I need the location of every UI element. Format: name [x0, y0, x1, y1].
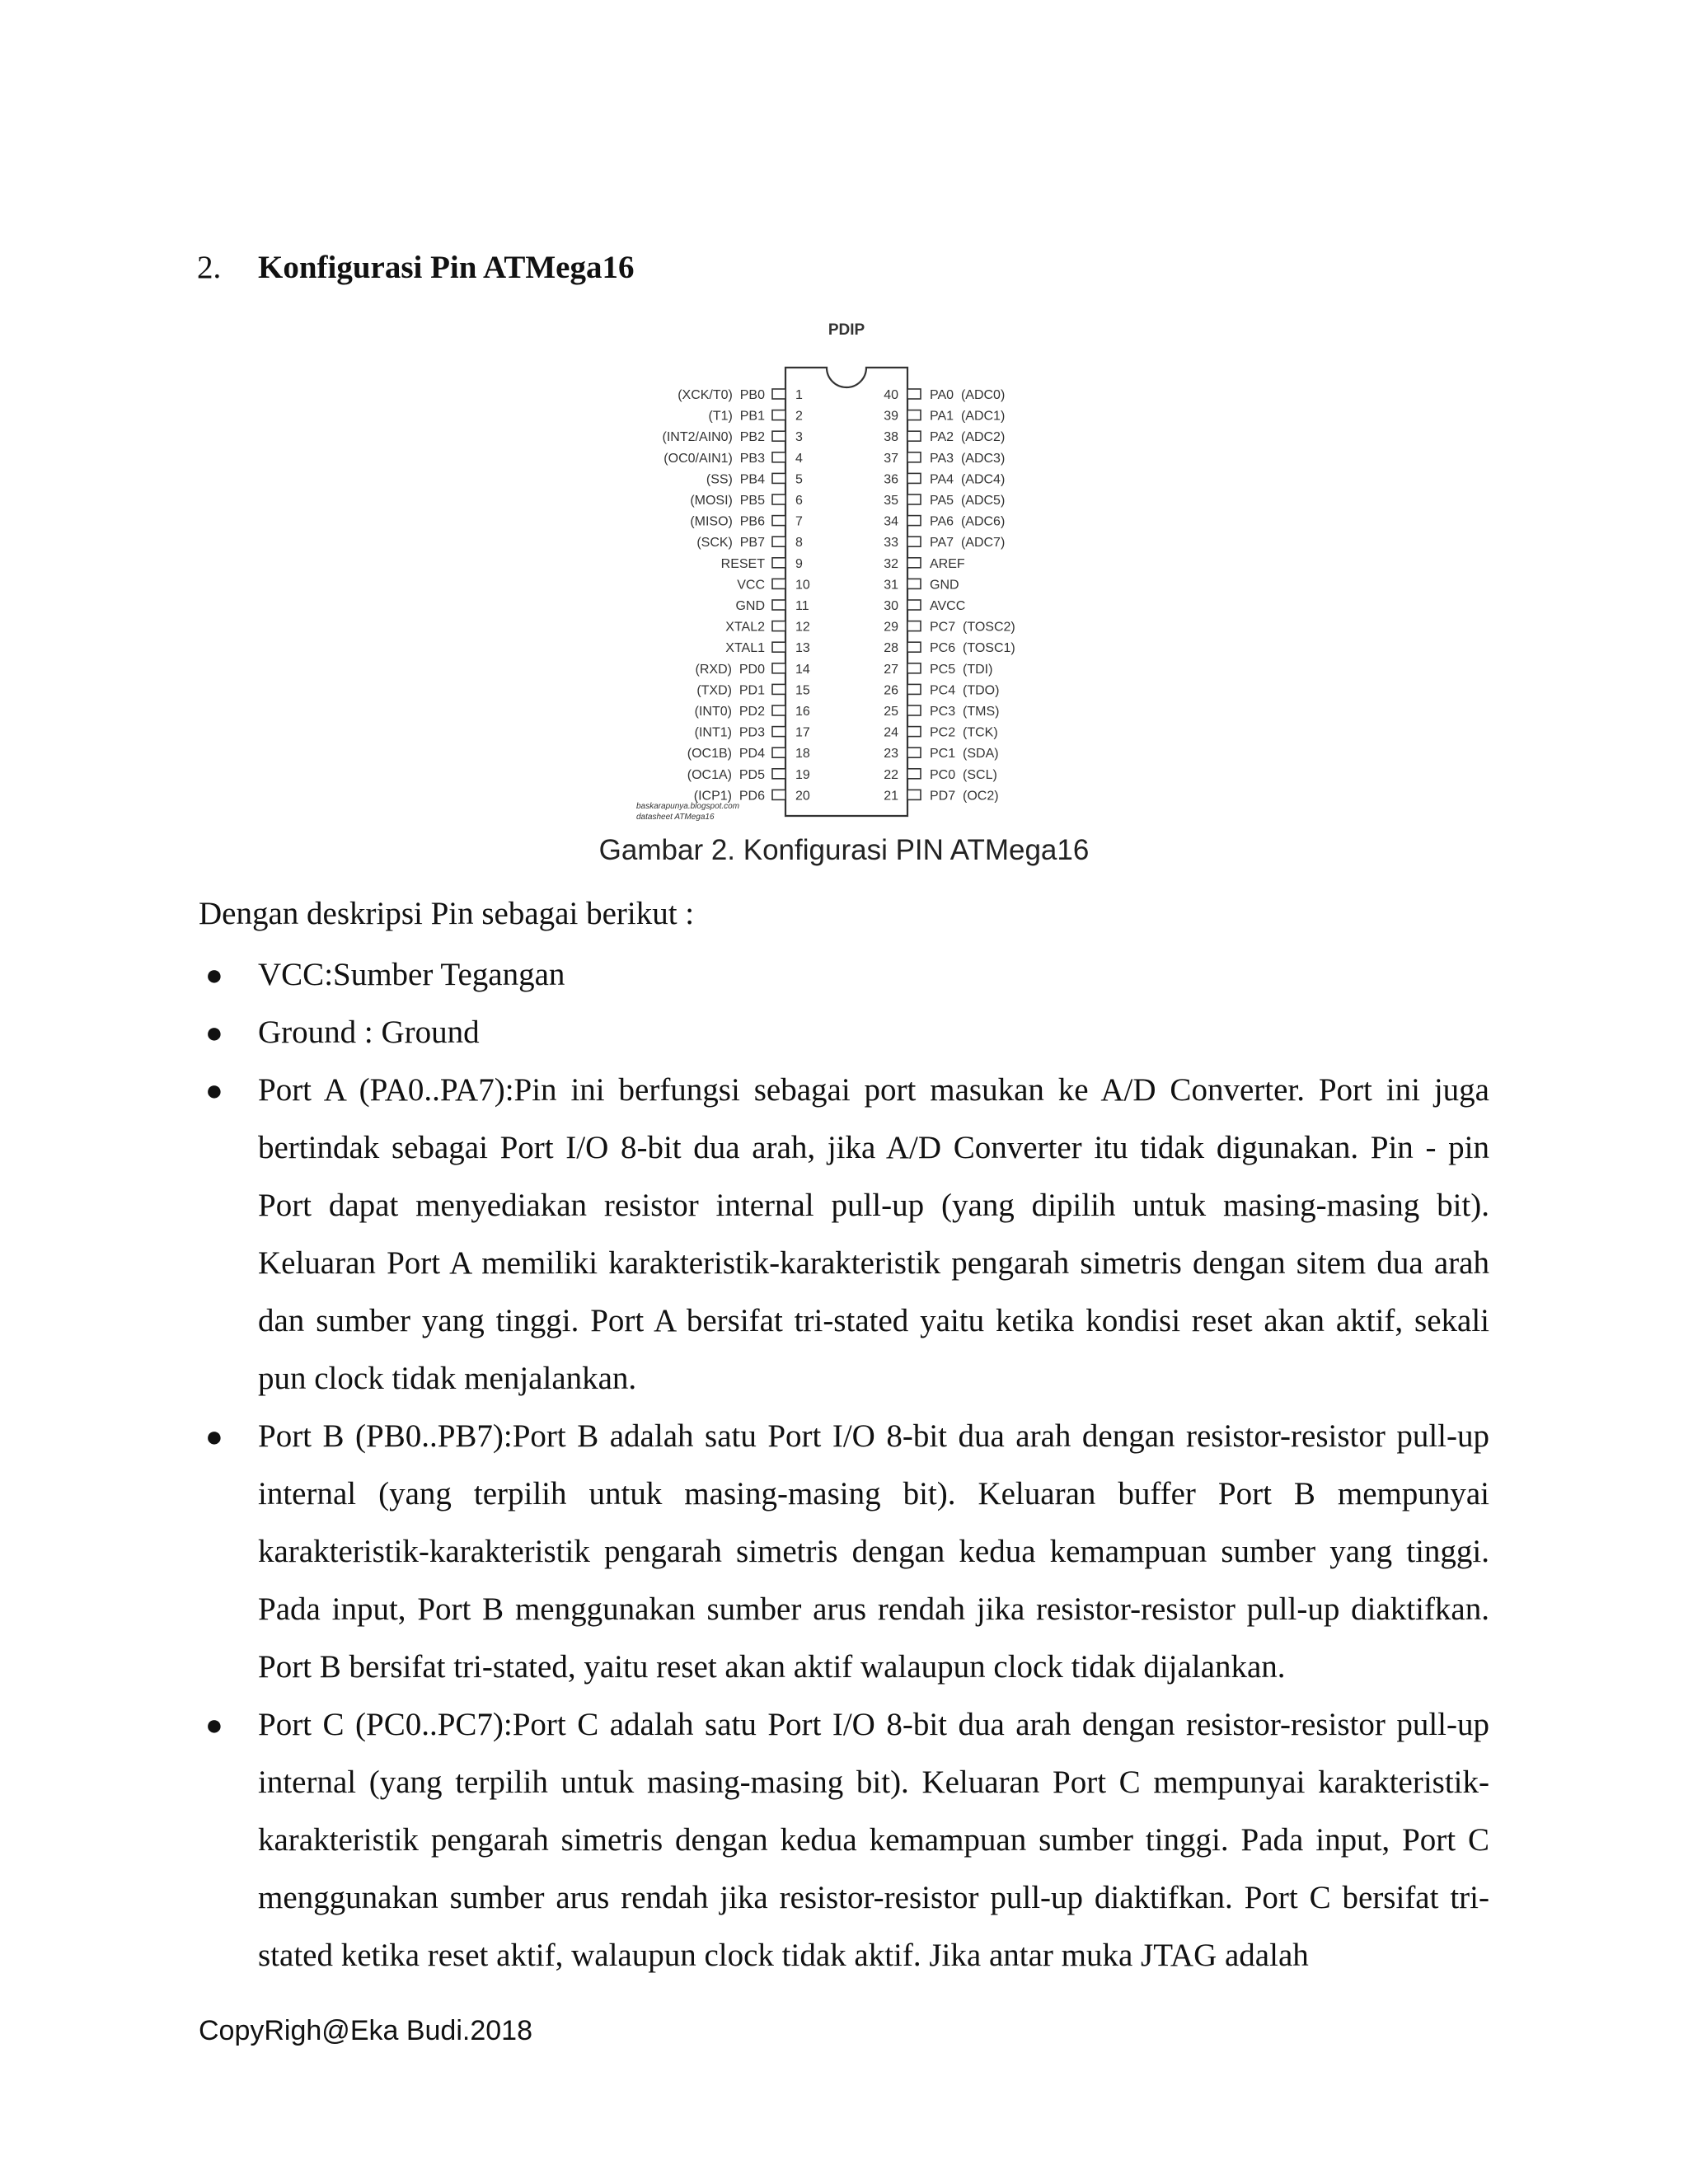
pin-number: 5	[795, 472, 803, 487]
list-item-text: VCC:Sumber Tegangan	[258, 957, 565, 992]
pin-number: 23	[884, 747, 898, 762]
pin-stub	[772, 410, 785, 420]
pin-label: PA7 (ADC7)	[930, 536, 1006, 551]
pin-number: 18	[795, 747, 810, 762]
pin-stub	[907, 452, 921, 462]
pin-number: 25	[884, 705, 898, 719]
pin-number: 14	[795, 662, 810, 677]
pin-number: 20	[795, 789, 810, 804]
pin-number: 1	[795, 388, 803, 402]
pin-stub	[772, 790, 785, 799]
pin-stub	[772, 748, 785, 757]
pinout-figure	[626, 315, 1055, 834]
pin-stub	[907, 705, 921, 715]
pin-stub	[772, 705, 785, 715]
pin-stub	[907, 748, 921, 757]
pin-label: PC2 (TCK)	[930, 725, 998, 740]
pin-stub	[907, 579, 921, 588]
pin-label: GND	[930, 578, 959, 593]
pin-stub	[772, 642, 785, 652]
pin-number: 10	[795, 578, 810, 593]
pin-number: 12	[795, 620, 810, 635]
pin-label: PA4 (ADC4)	[930, 472, 1006, 487]
bullet-icon: ●	[205, 1016, 223, 1049]
right-pin-group	[884, 388, 1015, 803]
list-item-text: Port C (PC0..PC7):Port C adalah satu Port I/O 8-bit dua arah dengan resistor-resistor pull-up internal (yang terpilih untuk masing-masing bit). Keluaran Port C mempunyai karakteristik-karakteristik pengarah simetris dengan kedua kemampuan sumber tinggi. Pada input, Port C menggunakan sumber arus rendah jika resistor-resistor pull-up diaktifkan. Port C bersifat tri-stated ketika reset aktif, walaupun clock tidak aktif. Jika antar muka JTAG adalah	[258, 1707, 1489, 1973]
pin-number: 31	[884, 578, 898, 593]
pin-stub	[772, 452, 785, 462]
pin-number: 38	[884, 430, 898, 445]
pin-stub	[907, 558, 921, 568]
watermark-url: baskarapunya.blogspot.com	[636, 802, 740, 811]
pin-number: 15	[795, 683, 810, 698]
pin-label: (XCK/T0) PB0	[678, 388, 765, 402]
pin-number: 7	[795, 514, 803, 529]
pin-number: 6	[795, 494, 803, 508]
pinout-diagram	[626, 315, 1055, 834]
pin-stub	[772, 516, 785, 526]
pin-stub	[907, 727, 921, 737]
watermark-datasheet: datasheet ATMega16	[636, 813, 715, 822]
pin-label: (OC1B) PD4	[687, 747, 765, 762]
pin-label: AREF	[930, 556, 965, 571]
pin-label: PA2 (ADC2)	[930, 430, 1006, 445]
list-item-text: Port B (PB0..PB7):Port B adalah satu Port I/O 8-bit dua arah dengan resistor-resistor pull-up internal (yang terpilih untuk masing-masing bit). Keluaran buffer Port B mempunyai karakteristik-karakteristik pengarah simetris dengan kedua kemampuan sumber yang tinggi. Pada input, Port B menggunakan sumber arus rendah jika resistor-resistor pull-up diaktifkan. Port B bersifat tri-stated, yaitu reset akan aktif walaupun clock tidak dijalankan.	[258, 1418, 1489, 1685]
list-item	[199, 946, 1489, 1004]
pin-stub	[772, 579, 785, 588]
pin-number: 28	[884, 641, 898, 656]
pin-stub	[772, 431, 785, 441]
pin-number: 35	[884, 494, 898, 508]
pin-label: GND	[735, 599, 765, 613]
pin-stub	[907, 473, 921, 483]
section-heading	[197, 249, 634, 286]
pin-stub	[772, 727, 785, 737]
pin-label: PD7 (OC2)	[930, 789, 999, 804]
pin-stub	[772, 494, 785, 504]
package-label: PDIP	[828, 321, 865, 339]
pin-label: (MOSI) PB5	[690, 494, 765, 508]
section-title: Konfigurasi Pin ATMega16	[258, 250, 635, 285]
bullet-icon: ●	[205, 1074, 223, 1107]
pin-stub	[772, 600, 785, 610]
pin-stub	[772, 663, 785, 673]
pin-stub	[907, 769, 921, 779]
pin-label: (SCK) PB7	[696, 536, 765, 551]
pin-label: (INT1) PD3	[694, 725, 765, 740]
pin-stub	[772, 473, 785, 483]
pin-label: (TXD) PD1	[696, 683, 765, 698]
pin-stub	[772, 558, 785, 568]
pin-stub	[907, 431, 921, 441]
pin-description-list	[199, 946, 1489, 1985]
pin-number: 29	[884, 620, 898, 635]
pin-label: PA5 (ADC5)	[930, 494, 1006, 508]
pin-label: PA0 (ADC0)	[930, 388, 1006, 402]
pin-label: (OC1A) PD5	[687, 767, 765, 782]
pin-label: PC6 (TOSC1)	[930, 641, 1015, 656]
pin-label: PA6 (ADC6)	[930, 514, 1006, 529]
pin-label: PA3 (ADC3)	[930, 451, 1006, 466]
pin-stub	[772, 769, 785, 779]
pin-stub	[772, 684, 785, 694]
pin-number: 32	[884, 556, 898, 571]
pin-number: 21	[884, 789, 898, 804]
pin-number: 30	[884, 599, 898, 613]
pin-number: 27	[884, 662, 898, 677]
pin-label: PC5 (TDI)	[930, 662, 993, 677]
pin-number: 34	[884, 514, 898, 529]
pin-number: 26	[884, 683, 898, 698]
pin-stub	[772, 621, 785, 631]
pin-stub	[907, 663, 921, 673]
pin-label: (ICP1) PD6	[693, 789, 765, 804]
pin-number: 40	[884, 388, 898, 402]
pin-stub	[907, 537, 921, 546]
pin-number: 8	[795, 536, 803, 551]
pin-stub	[907, 790, 921, 799]
list-item-text: Port A (PA0..PA7):Pin ini berfungsi sebagai port masukan ke A/D Converter. Port ini juga bertindak sebagai Port I/O 8-bit dua arah, jika A/D Converter itu tidak digunakan. Pin - pin Port dapat menyediakan resistor internal pull-up (yang dipilih untuk masing-masing bit). Keluaran Port A memiliki karakteristik-karakteristik pengarah simetris dengan sitem dua arah dan sumber yang tinggi. Port A bersifat tri-stated yaitu ketika kondisi reset akan aktif, sekali pun clock tidak menjalankan.	[258, 1072, 1489, 1396]
list-item	[199, 1696, 1489, 1985]
pin-label: (T1) PB1	[708, 409, 765, 424]
pin-label: PC3 (TMS)	[930, 705, 1000, 719]
list-item	[199, 1062, 1489, 1408]
pin-stub	[907, 684, 921, 694]
pin-label: AVCC	[930, 599, 966, 613]
pin-stub	[907, 516, 921, 526]
pin-number: 39	[884, 409, 898, 424]
pin-label: PC4 (TDO)	[930, 683, 1000, 698]
pin-number: 11	[795, 599, 809, 613]
pin-number: 9	[795, 556, 803, 571]
list-item	[199, 1004, 1489, 1062]
pin-label: PA1 (ADC1)	[930, 409, 1006, 424]
pin-label: PC7 (TOSC2)	[930, 620, 1015, 635]
pin-number: 37	[884, 451, 898, 466]
intro-text: Dengan deskripsi Pin sebagai berikut :	[199, 896, 695, 931]
pin-label: (SS) PB4	[706, 472, 765, 487]
figure-caption: Gambar 2. Konfigurasi PIN ATMega16	[598, 834, 1090, 866]
left-pin-group	[663, 388, 810, 803]
pin-label: VCC	[737, 578, 765, 593]
pin-number: 3	[795, 430, 803, 445]
pin-stub	[907, 642, 921, 652]
pin-number: 22	[884, 767, 898, 782]
pin-stub	[907, 621, 921, 631]
bullet-icon: ●	[205, 1708, 223, 1741]
pin-stub	[907, 410, 921, 420]
pin-label: (OC0/AIN1) PB3	[663, 451, 765, 466]
pin-number: 24	[884, 725, 898, 740]
pin-number: 33	[884, 536, 898, 551]
list-item	[199, 1408, 1489, 1696]
list-item-text: Ground : Ground	[258, 1015, 480, 1050]
pin-label: XTAL1	[725, 641, 765, 656]
pin-label: PC1 (SDA)	[930, 747, 999, 762]
pin-number: 13	[795, 641, 810, 656]
pin-number: 16	[795, 705, 810, 719]
pin-stub	[907, 389, 921, 399]
pin-label: PC0 (SCL)	[930, 767, 997, 782]
pin-number: 17	[795, 725, 810, 740]
bullet-icon: ●	[205, 1420, 223, 1453]
pin-label: (INT2/AIN0) PB2	[662, 430, 765, 445]
pin-number: 4	[795, 451, 803, 466]
pin-label: (MISO) PB6	[690, 514, 765, 529]
pin-stub	[907, 494, 921, 504]
pin-stub	[907, 600, 921, 610]
pin-stub	[772, 389, 785, 399]
pin-label: XTAL2	[725, 620, 765, 635]
bullet-icon: ●	[205, 958, 223, 991]
pin-number: 36	[884, 472, 898, 487]
pin-label: RESET	[720, 556, 765, 571]
pin-stub	[772, 537, 785, 546]
section-number: 2.	[197, 250, 222, 285]
pin-label: (INT0) PD2	[694, 705, 765, 719]
footer-copyright: CopyRigh@Eka Budi.2018	[199, 2015, 532, 2046]
pin-number: 19	[795, 767, 810, 782]
pin-number: 2	[795, 409, 803, 424]
pin-label: (RXD) PD0	[695, 662, 765, 677]
